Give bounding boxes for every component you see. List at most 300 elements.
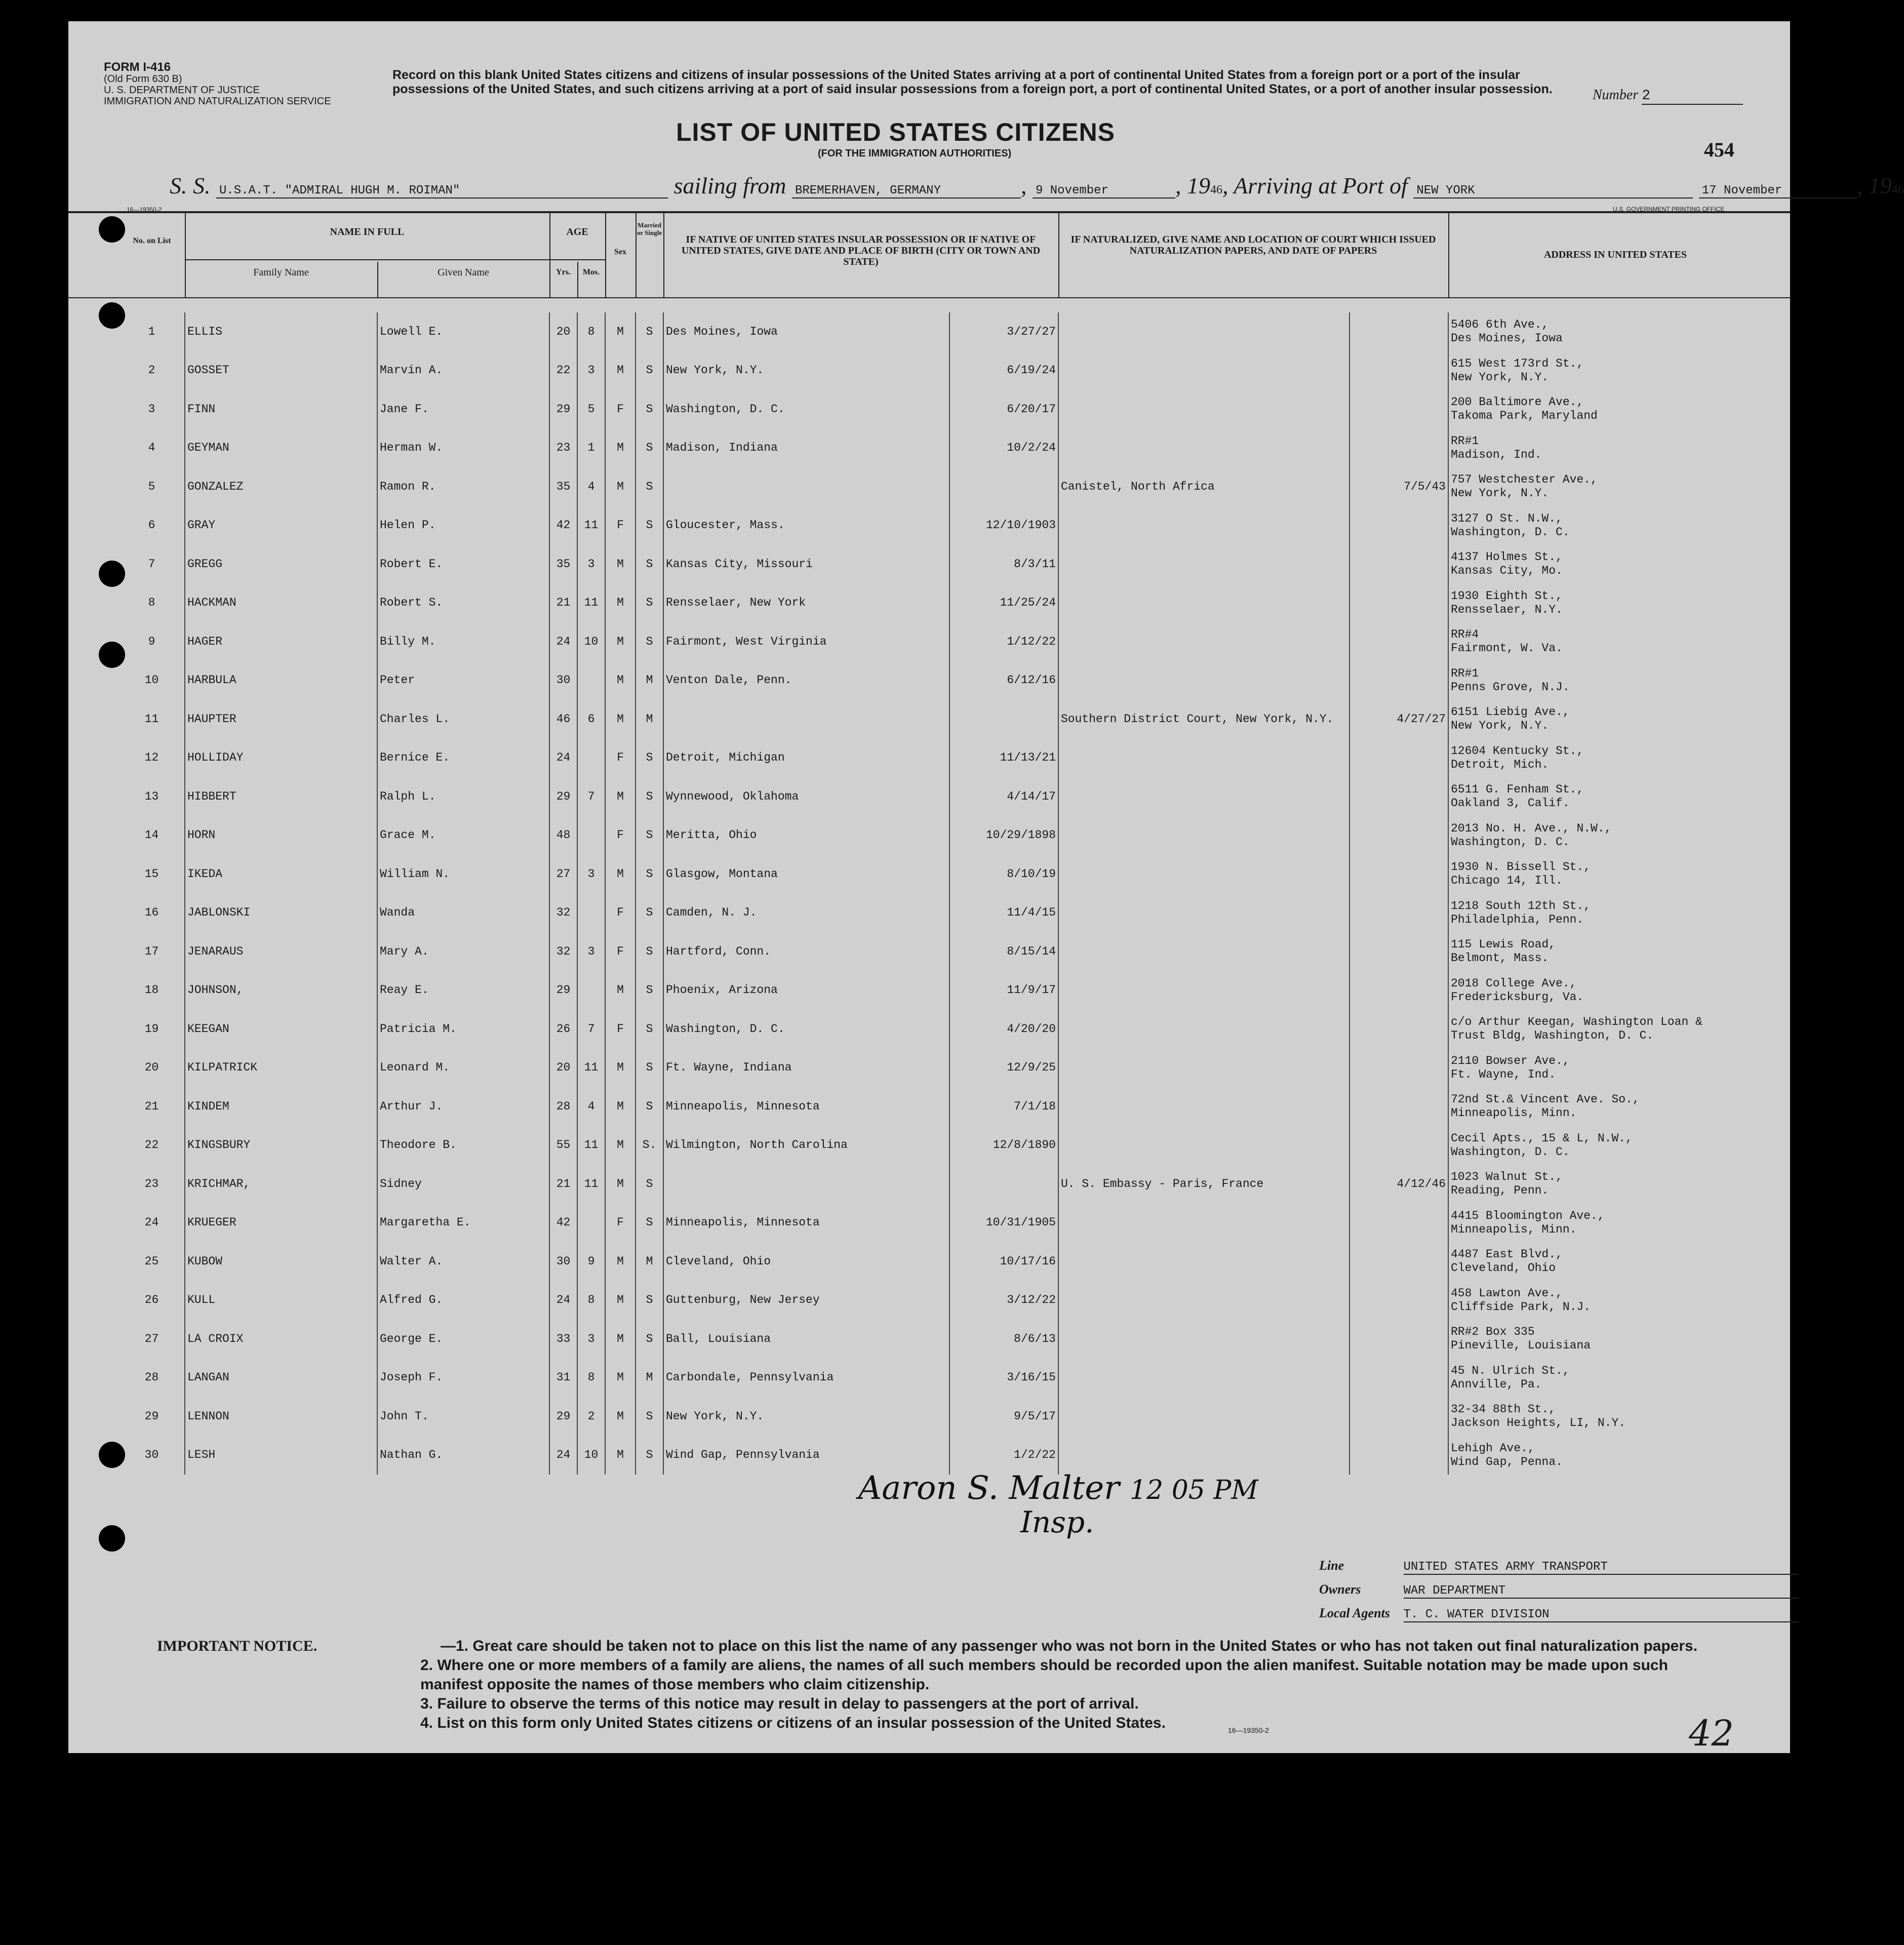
- naturalization-court: [1058, 584, 1350, 623]
- birthplace: Gloucester, Mass.: [663, 506, 949, 545]
- row-number: 19: [119, 1010, 185, 1049]
- us-address: [1448, 390, 1785, 429]
- family-name: LENNON: [185, 1397, 377, 1436]
- birthplace: [663, 467, 949, 506]
- us-address: [1448, 1397, 1785, 1436]
- age-years: 26: [549, 1010, 577, 1049]
- col-header-yrs: Yrs.: [556, 268, 571, 276]
- row-number: 13: [119, 777, 185, 816]
- address-line-2: Wind Gap, Penna.: [1451, 1455, 1563, 1468]
- naturalization-date: [1350, 1010, 1448, 1049]
- row-number: 15: [119, 855, 185, 894]
- arrival-date: 17 November: [1699, 184, 1857, 199]
- marital-status: S: [636, 739, 663, 778]
- age-months: 11: [577, 506, 605, 545]
- address-line-2: New York, N.Y.: [1451, 719, 1549, 733]
- naturalization-court: [1058, 661, 1350, 700]
- address-line-1: 757 Westchester Ave.,: [1451, 473, 1598, 487]
- age-years: 24: [549, 622, 577, 661]
- marital-status: S: [636, 1049, 663, 1088]
- given-name: Patricia M.: [377, 1010, 549, 1049]
- age-years: 32: [549, 932, 577, 971]
- printing-office: U.S. GOVERNMENT PRINTING OFFICE: [1613, 206, 1725, 213]
- age-years: 22: [549, 351, 577, 390]
- address-line-2: Minneapolis, Minn.: [1451, 1106, 1577, 1120]
- age-months: 3: [577, 1320, 605, 1359]
- col-rule: [636, 211, 637, 297]
- marital-status: S: [636, 390, 663, 429]
- given-name: Ramon R.: [377, 467, 549, 506]
- family-name: LANGAN: [185, 1359, 377, 1398]
- naturalization-court: [1058, 1320, 1350, 1359]
- us-address: [1448, 1242, 1785, 1281]
- address-line-2: Cleveland, Ohio: [1451, 1261, 1556, 1275]
- number-value: 2: [1642, 88, 1743, 105]
- given-name: Sidney: [377, 1165, 549, 1204]
- given-name: Alfred G.: [377, 1281, 549, 1320]
- owners-field: [1319, 1582, 1799, 1599]
- agents-value: T. C. WATER DIVISION: [1404, 1608, 1799, 1622]
- col-header-naturalized: IF NATURALIZED, GIVE NAME AND LOCATION OF COURT WHICH ISSUED NATURALIZATION PAPERS, AND DATE OF PAPERS: [1070, 234, 1436, 256]
- table-row: [119, 1165, 1785, 1204]
- col-header-sex: Sex: [614, 248, 626, 256]
- notice-item-3: 3. Failure to observe the terms of this notice may result in delay to passengers at the port of arrival.: [420, 1695, 1139, 1712]
- address-line-2: Ft. Wayne, Ind.: [1451, 1067, 1556, 1081]
- table-row: [119, 855, 1785, 894]
- age-months: 7: [577, 777, 605, 816]
- address-line-1: 72nd St.& Vincent Ave. So.,: [1451, 1093, 1640, 1106]
- us-address: [1448, 816, 1785, 855]
- naturalization-court: [1058, 932, 1350, 971]
- given-name: Robert S.: [377, 584, 549, 623]
- us-address: [1448, 700, 1785, 739]
- family-name: KRICHMAR,: [185, 1165, 377, 1204]
- naturalization-court: [1058, 429, 1350, 468]
- birth-date: 10/2/24: [949, 429, 1058, 468]
- arriving-label: Arriving at Port of: [1234, 173, 1408, 199]
- address-line-1: RR#4: [1451, 628, 1479, 642]
- family-name: LESH: [185, 1436, 377, 1475]
- age-months: 3: [577, 351, 605, 390]
- us-address: [1448, 932, 1785, 971]
- col-rule: [185, 259, 549, 260]
- given-name: Jane F.: [377, 390, 549, 429]
- header-rule: [68, 211, 1790, 213]
- age-years: 21: [549, 584, 577, 623]
- family-name: KULL: [185, 1281, 377, 1320]
- row-number: 18: [119, 971, 185, 1010]
- age-years: 29: [549, 1397, 577, 1436]
- table-row: [119, 661, 1785, 700]
- row-number: 26: [119, 1281, 185, 1320]
- us-address: [1448, 1087, 1785, 1126]
- row-number: 7: [119, 545, 185, 584]
- sex: M: [605, 1087, 636, 1126]
- naturalization-court: [1058, 390, 1350, 429]
- age-years: 33: [549, 1320, 577, 1359]
- notice-item-1: —1. Great care should be taken not to place on this list the name of any passenger who was not born in the United States or who has not taken out final naturalization papers.: [441, 1638, 1698, 1654]
- col-rule: [1448, 211, 1449, 297]
- age-months: 3: [577, 855, 605, 894]
- us-address: [1448, 1010, 1785, 1049]
- address-line-1: 200 Baltimore Ave.,: [1451, 395, 1584, 409]
- birthplace: Kansas City, Missouri: [663, 545, 949, 584]
- family-name: GREGG: [185, 545, 377, 584]
- address-line-1: 4415 Bloomington Ave.,: [1451, 1209, 1605, 1222]
- record-instructions: Record on this blank United States citizens and citizens of insular possessions of the United States arriving at a port of continental United States from a foreign port or a port of the insular possessions of the United States, and such citizens arriving at a port of said insular possessions from a foreign port, a port of continental United States, or a port of another insular possession.: [392, 68, 1553, 96]
- age-months: 8: [577, 312, 605, 351]
- naturalization-date: [1350, 390, 1448, 429]
- family-name: GOSSET: [185, 351, 377, 390]
- family-name: KRUEGER: [185, 1204, 377, 1243]
- sex: F: [605, 932, 636, 971]
- naturalization-court: [1058, 1359, 1350, 1398]
- notice-item-4: 4. List on this form only United States citizens or citizens of an insular possession of the United States.: [420, 1715, 1166, 1731]
- address-line-2: Washington, D. C.: [1451, 525, 1570, 539]
- address-line-2: Pineville, Louisiana: [1451, 1339, 1591, 1353]
- address-line-2: Chicago 14, Ill.: [1451, 874, 1563, 888]
- naturalization-date: [1350, 1281, 1448, 1320]
- naturalization-court: [1058, 739, 1350, 778]
- family-name: KUBOW: [185, 1242, 377, 1281]
- family-name: KILPATRICK: [185, 1049, 377, 1088]
- row-number: 9: [119, 622, 185, 661]
- sex: M: [605, 777, 636, 816]
- address-line-2: Trust Bldg, Washington, D. C.: [1451, 1029, 1654, 1043]
- col-rule: [549, 211, 550, 297]
- given-name: Herman W.: [377, 429, 549, 468]
- marital-status: S: [636, 932, 663, 971]
- birthplace: [663, 1165, 949, 1204]
- row-number: 24: [119, 1204, 185, 1243]
- age-months: 8: [577, 1359, 605, 1398]
- birthplace: Minneapolis, Minnesota: [663, 1087, 949, 1126]
- address-line-1: 45 N. Ulrich St.,: [1451, 1364, 1570, 1377]
- birthplace: Glasgow, Montana: [663, 855, 949, 894]
- naturalization-date: [1350, 932, 1448, 971]
- sex: M: [605, 312, 636, 351]
- naturalization-date: [1350, 739, 1448, 778]
- sex: M: [605, 1436, 636, 1475]
- us-address: [1448, 971, 1785, 1010]
- us-address: [1448, 429, 1785, 468]
- address-line-1: 2013 No. H. Ave., N.W.,: [1451, 821, 1612, 835]
- voyage-line: S. S. U.S.A.T. "ADMIRAL HUGH M. ROIMAN" sailing from BREMERHAVEN, GERMANY , 9 November , 1946, Arriving at Port of NEW YORK 17 November , 1946: [170, 173, 1904, 199]
- age-years: 21: [549, 1165, 577, 1204]
- address-line-2: Philadelphia, Penn.: [1451, 912, 1584, 926]
- age-years: 48: [549, 816, 577, 855]
- age-years: 29: [549, 390, 577, 429]
- naturalization-court: Southern District Court, New York, N.Y.: [1058, 700, 1350, 739]
- age-months: 5: [577, 390, 605, 429]
- address-line-1: 2110 Bowser Ave.,: [1451, 1054, 1570, 1067]
- agents-label: Local Agents: [1319, 1606, 1390, 1620]
- naturalization-court: [1058, 312, 1350, 351]
- age-months: [577, 739, 605, 778]
- marital-status: S: [636, 1165, 663, 1204]
- table-row: [119, 1049, 1785, 1088]
- given-name: Helen P.: [377, 506, 549, 545]
- family-name: HORN: [185, 816, 377, 855]
- marital-status: S: [636, 1436, 663, 1475]
- col-header-birthplace: IF NATIVE OF UNITED STATES INSULAR POSSESSION OR IF NATIVE OF UNITED STATES, GIVE DATE AND PLACE OF BIRTH (CITY OR TOWN AND STATE): [681, 234, 1041, 267]
- col-header-name: NAME IN FULL: [330, 226, 405, 237]
- sex: M: [605, 855, 636, 894]
- given-name: Leonard M.: [377, 1049, 549, 1088]
- sex: M: [605, 584, 636, 623]
- address-line-2: Oakland 3, Calif.: [1451, 797, 1570, 810]
- address-line-1: 6511 G. Fenham St.,: [1451, 783, 1584, 797]
- address-line-2: Takoma Park, Maryland: [1451, 409, 1598, 423]
- table-row: [119, 545, 1785, 584]
- given-name: Peter: [377, 661, 549, 700]
- address-line-1: Cecil Apts., 15 & L, N.W.,: [1451, 1131, 1633, 1145]
- birth-date: 12/8/1890: [949, 1126, 1058, 1165]
- col-rule: [1058, 211, 1059, 297]
- naturalization-court: [1058, 506, 1350, 545]
- birthplace: [663, 700, 949, 739]
- page-subtitle: (FOR THE IMMIGRATION AUTHORITIES): [818, 148, 1012, 159]
- given-name: Reay E.: [377, 971, 549, 1010]
- marital-status: S: [636, 816, 663, 855]
- age-months: 9: [577, 1242, 605, 1281]
- age-months: [577, 894, 605, 933]
- us-address: [1448, 855, 1785, 894]
- naturalization-date: [1350, 506, 1448, 545]
- given-name: Mary A.: [377, 932, 549, 971]
- inspector-name: Aaron S. Malter: [858, 1470, 1120, 1507]
- age-years: 23: [549, 429, 577, 468]
- table-row: [119, 971, 1785, 1010]
- table-row: [119, 700, 1785, 739]
- inspector-title: Insp.: [1020, 1505, 1094, 1539]
- row-number: 6: [119, 506, 185, 545]
- number-label: Number: [1593, 87, 1639, 103]
- sailing-date: 9 November: [1033, 184, 1175, 199]
- birth-date: 3/12/22: [949, 1281, 1058, 1320]
- us-address: [1448, 584, 1785, 623]
- marital-status: S: [636, 312, 663, 351]
- birthplace: Meritta, Ohio: [663, 816, 949, 855]
- table-row: [119, 622, 1785, 661]
- sex: F: [605, 894, 636, 933]
- row-number: 21: [119, 1087, 185, 1126]
- birthplace: Cleveland, Ohio: [663, 1242, 949, 1281]
- sex: M: [605, 545, 636, 584]
- birth-date: 11/13/21: [949, 739, 1058, 778]
- table-row: [119, 1320, 1785, 1359]
- row-number: 23: [119, 1165, 185, 1204]
- birth-date: 10/17/16: [949, 1242, 1058, 1281]
- arrival-year: 46: [1891, 183, 1904, 196]
- naturalization-court: [1058, 1397, 1350, 1436]
- us-address: [1448, 1359, 1785, 1398]
- us-address: [1448, 312, 1785, 351]
- naturalization-date: [1350, 622, 1448, 661]
- given-name: John T.: [377, 1397, 549, 1436]
- col-header-married: Married or Single: [637, 221, 662, 236]
- sex: M: [605, 351, 636, 390]
- address-line-1: 1218 South 12th St.,: [1451, 899, 1591, 912]
- us-address: [1448, 351, 1785, 390]
- naturalization-date: [1350, 429, 1448, 468]
- given-name: Robert E.: [377, 545, 549, 584]
- address-line-1: 115 Lewis Road,: [1451, 938, 1556, 951]
- row-number: 20: [119, 1049, 185, 1088]
- table-row: [119, 1242, 1785, 1281]
- table-row: [119, 506, 1785, 545]
- marital-status: S: [636, 971, 663, 1010]
- naturalization-date: [1350, 855, 1448, 894]
- us-address: [1448, 661, 1785, 700]
- given-name: Wanda: [377, 894, 549, 933]
- naturalization-date: [1350, 1087, 1448, 1126]
- table-row: [119, 1359, 1785, 1398]
- address-line-1: 615 West 173rd St.,: [1451, 356, 1584, 370]
- age-years: 30: [549, 661, 577, 700]
- naturalization-court: [1058, 1204, 1350, 1243]
- table-row: [119, 351, 1785, 390]
- line-value: UNITED STATES ARMY TRANSPORT: [1404, 1560, 1799, 1575]
- family-name: FINN: [185, 390, 377, 429]
- sex: M: [605, 971, 636, 1010]
- age-years: 42: [549, 1204, 577, 1243]
- age-years: 24: [549, 1281, 577, 1320]
- age-years: 46: [549, 700, 577, 739]
- naturalization-court: [1058, 1010, 1350, 1049]
- address-line-1: c/o Arthur Keegan, Washington Loan &: [1451, 1015, 1702, 1029]
- birthplace: Wind Gap, Pennsylvania: [663, 1436, 949, 1475]
- table-row: [119, 816, 1785, 855]
- address-line-2: Washington, D. C.: [1451, 1145, 1570, 1159]
- col-rule: [577, 262, 578, 297]
- birth-date: [949, 700, 1058, 739]
- table-row: [119, 894, 1785, 933]
- table-row: [119, 777, 1785, 816]
- age-years: 20: [549, 312, 577, 351]
- family-name: JOHNSON,: [185, 971, 377, 1010]
- age-months: 6: [577, 700, 605, 739]
- marital-status: S: [636, 506, 663, 545]
- age-months: 2: [577, 1397, 605, 1436]
- us-address: [1448, 1165, 1785, 1204]
- address-line-2: Cliffside Park, N.J.: [1451, 1300, 1591, 1314]
- table-row: [119, 1126, 1785, 1165]
- marital-status: S: [636, 1397, 663, 1436]
- row-number: 10: [119, 661, 185, 700]
- naturalization-date: [1350, 1242, 1448, 1281]
- department-name: U. S. DEPARTMENT OF JUSTICE: [104, 85, 260, 96]
- birthplace: Des Moines, Iowa: [663, 312, 949, 351]
- naturalization-court: [1058, 1126, 1350, 1165]
- us-address: [1448, 506, 1785, 545]
- age-years: 24: [549, 1436, 577, 1475]
- marital-status: S: [636, 429, 663, 468]
- col-rule: [605, 211, 606, 297]
- row-number: 25: [119, 1242, 185, 1281]
- row-number: 22: [119, 1126, 185, 1165]
- birth-date: 8/3/11: [949, 545, 1058, 584]
- age-years: 29: [549, 971, 577, 1010]
- birth-date: 6/12/16: [949, 661, 1058, 700]
- birthplace: New York, N.Y.: [663, 351, 949, 390]
- address-line-2: Washington, D. C.: [1451, 835, 1570, 849]
- birth-date: 1/12/22: [949, 622, 1058, 661]
- punch-hole: [99, 1525, 125, 1552]
- sex: M: [605, 1359, 636, 1398]
- naturalization-court: [1058, 1242, 1350, 1281]
- given-name: Billy M.: [377, 622, 549, 661]
- sex: M: [605, 700, 636, 739]
- family-name: JABLONSKI: [185, 894, 377, 933]
- given-name: Bernice E.: [377, 739, 549, 778]
- family-name: GEYMAN: [185, 429, 377, 468]
- age-years: 20: [549, 1049, 577, 1088]
- sex: M: [605, 1049, 636, 1088]
- sailing-label: sailing from: [673, 173, 786, 199]
- passenger-table: [119, 312, 1785, 1475]
- birthplace: Camden, N. J.: [663, 894, 949, 933]
- naturalization-court: [1058, 894, 1350, 933]
- naturalization-date: [1350, 584, 1448, 623]
- naturalization-court: [1058, 1281, 1350, 1320]
- address-line-2: Madison, Ind.: [1451, 448, 1542, 461]
- age-years: 29: [549, 777, 577, 816]
- row-number: 5: [119, 467, 185, 506]
- sex: M: [605, 1242, 636, 1281]
- naturalization-court: [1058, 855, 1350, 894]
- birth-date: 8/15/14: [949, 932, 1058, 971]
- birth-date: 11/4/15: [949, 894, 1058, 933]
- birth-date: 8/6/13: [949, 1320, 1058, 1359]
- marital-status: S: [636, 545, 663, 584]
- family-name: GONZALEZ: [185, 467, 377, 506]
- naturalization-court: [1058, 545, 1350, 584]
- naturalization-date: [1350, 777, 1448, 816]
- birth-date: 7/1/18: [949, 1087, 1058, 1126]
- marital-status: M: [636, 700, 663, 739]
- birth-date: 4/14/17: [949, 777, 1058, 816]
- marital-status: S: [636, 1281, 663, 1320]
- given-name: Joseph F.: [377, 1359, 549, 1398]
- address-line-1: 4487 East Blvd.,: [1451, 1248, 1563, 1261]
- birth-date: 10/31/1905: [949, 1204, 1058, 1243]
- birth-date: 3/27/27: [949, 312, 1058, 351]
- sex: M: [605, 1281, 636, 1320]
- birth-date: 11/25/24: [949, 584, 1058, 623]
- sex: F: [605, 816, 636, 855]
- margin-note: 42: [1689, 1713, 1734, 1754]
- us-address: [1448, 1049, 1785, 1088]
- birthplace: Detroit, Michigan: [663, 739, 949, 778]
- naturalization-date: [1350, 971, 1448, 1010]
- birthplace: Ball, Louisiana: [663, 1320, 949, 1359]
- birthplace: Phoenix, Arizona: [663, 971, 949, 1010]
- birthplace: Washington, D. C.: [663, 1010, 949, 1049]
- address-line-1: 12604 Kentucky St.,: [1451, 744, 1584, 758]
- naturalization-court: [1058, 1087, 1350, 1126]
- age-months: 3: [577, 932, 605, 971]
- page-number: 454: [1704, 138, 1734, 161]
- naturalization-date: [1350, 1320, 1448, 1359]
- table-row: [119, 1281, 1785, 1320]
- address-line-1: 4137 Holmes St.,: [1451, 550, 1563, 564]
- age-months: [577, 1204, 605, 1243]
- marital-status: S.: [636, 1126, 663, 1165]
- sex: F: [605, 1010, 636, 1049]
- age-years: 55: [549, 1126, 577, 1165]
- sex: F: [605, 1204, 636, 1243]
